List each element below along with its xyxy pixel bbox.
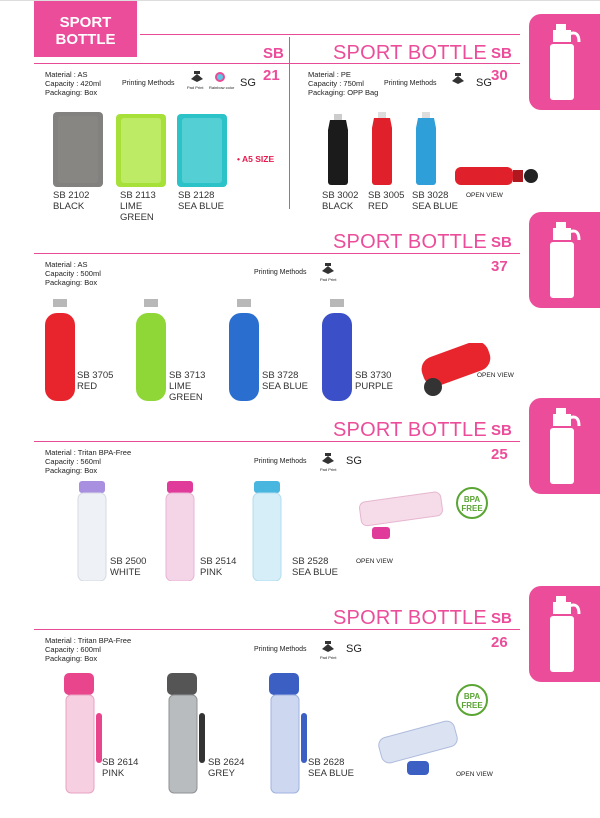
section-rule xyxy=(34,253,520,254)
section2-printing-methods: Printing Methods xyxy=(384,80,437,87)
section1-printing-methods: Printing Methods xyxy=(122,80,175,87)
product-image-sb2614 xyxy=(60,673,106,795)
product-label: SB 3005 RED xyxy=(368,190,405,212)
section4-open-view: OPEN VIEW xyxy=(356,558,393,565)
product-label: SB 2113 LIME GREEN xyxy=(120,190,156,223)
bottle-icon xyxy=(547,222,581,298)
product-image-sb3028 xyxy=(413,112,439,186)
section5-pad-print: Pad Print xyxy=(320,655,337,660)
product-label: SB 2514 PINK xyxy=(200,556,237,578)
product-label: SB 2528 SEA BLUE xyxy=(292,556,338,578)
pad-print-icon xyxy=(320,453,336,465)
product-image-sb3005 xyxy=(369,112,395,186)
category-tab-line1: SPORT xyxy=(59,14,112,31)
open-view-image xyxy=(455,164,539,188)
product-label: SB 2128 SEA BLUE xyxy=(178,190,224,212)
section4-printing-methods: Printing Methods xyxy=(254,458,307,465)
section5-title: SPORT BOTTLE xyxy=(333,607,487,629)
product-label: SB 2624 GREY xyxy=(208,757,245,779)
product-image-sb3002 xyxy=(325,114,351,186)
rainbow-icon xyxy=(214,71,226,83)
section5-open-view: OPEN VIEW xyxy=(456,771,493,778)
pad-print-icon xyxy=(189,71,205,83)
bottle-icon xyxy=(547,596,581,672)
section3-printing-methods: Printing Methods xyxy=(254,269,307,276)
section-rule xyxy=(34,441,520,442)
section5-spec: Material : Tritan BPA-Free Capacity : 600ml Packaging: Box xyxy=(45,636,132,663)
section1-code-prefix: SB xyxy=(263,45,284,62)
product-label: SB 3713 LIME GREEN xyxy=(169,370,206,403)
product-image-sb3713 xyxy=(134,299,168,403)
product-label: SB 2102 BLACK xyxy=(53,190,90,212)
bottle-icon xyxy=(547,408,581,484)
section1-spec: Material : AS Capacity : 420ml Packaging: Box xyxy=(45,70,101,97)
section1-sg: SG xyxy=(240,77,256,89)
section3-code-number: 37 xyxy=(491,258,508,275)
header-rule xyxy=(140,34,520,35)
product-image-sb2113 xyxy=(116,114,166,187)
product-label: SB 3002 BLACK xyxy=(322,190,359,212)
section2-open-view: OPEN VIEW xyxy=(466,192,503,199)
pad-print-icon xyxy=(450,73,466,85)
bottle-icon xyxy=(547,24,581,100)
section2-title: SPORT BOTTLE xyxy=(333,42,487,64)
product-label: SB 2628 SEA BLUE xyxy=(308,757,354,779)
section4-pad-print: Pad Print xyxy=(320,467,337,472)
section5-code-prefix: SB xyxy=(491,610,512,627)
product-image-sb2624 xyxy=(163,673,209,795)
section4-spec: Material : Tritan BPA-Free Capacity : 560ml Packaging: Box xyxy=(45,448,132,475)
open-view-image xyxy=(415,343,495,399)
category-tab xyxy=(34,1,137,57)
section5-code-number: 26 xyxy=(491,634,508,651)
pad-print-icon xyxy=(320,641,336,653)
product-label: SB 3028 SEA BLUE xyxy=(412,190,458,212)
product-image-sb2128 xyxy=(177,114,227,187)
pad-print-icon xyxy=(320,263,336,275)
column-divider xyxy=(289,37,290,209)
section2-sg: SG xyxy=(476,77,492,89)
product-label: SB 2614 PINK xyxy=(102,757,139,779)
product-image-sb2102 xyxy=(53,112,103,187)
product-image-sb3728 xyxy=(227,299,261,403)
section3-spec: Material : AS Capacity : 500ml Packaging: Box xyxy=(45,260,101,287)
section3-open-view: OPEN VIEW xyxy=(477,372,514,379)
side-tab-bottle xyxy=(529,212,600,308)
section4-title: SPORT BOTTLE xyxy=(333,419,487,441)
section1-rainbow: Rainbow color xyxy=(209,85,235,90)
product-label: SB 3730 PURPLE xyxy=(355,370,394,392)
bpa-free-badge: BPA FREE xyxy=(456,487,488,519)
section3-code-prefix: SB xyxy=(491,234,512,251)
section5-printing-methods: Printing Methods xyxy=(254,646,307,653)
section2-code-prefix: SB xyxy=(491,45,512,62)
product-image-sb2500 xyxy=(76,481,108,581)
section4-code-prefix: SB xyxy=(491,422,512,439)
section1-code-number: 21 xyxy=(263,67,280,84)
product-image-sb2628 xyxy=(265,673,311,795)
section3-pad-print: Pad Print xyxy=(320,277,337,282)
section1-a5-note: • A5 SIZE xyxy=(237,154,275,164)
section5-sg: SG xyxy=(346,643,362,655)
product-image-sb2514 xyxy=(164,481,196,581)
section3-title: SPORT BOTTLE xyxy=(333,231,487,253)
open-view-image xyxy=(350,491,446,547)
side-tab-bottle xyxy=(529,586,600,682)
product-image-sb3730 xyxy=(320,299,354,403)
product-label: SB 3728 SEA BLUE xyxy=(262,370,308,392)
bpa-free-badge: BPA FREE xyxy=(456,684,488,716)
product-image-sb3705 xyxy=(43,299,77,403)
section4-sg: SG xyxy=(346,455,362,467)
open-view-image xyxy=(373,719,463,783)
section2-spec: Material : PE Capacity : 750ml Packaging: OPP Bag xyxy=(308,70,379,97)
section2-code-number: 30 xyxy=(491,67,508,84)
section4-code-number: 25 xyxy=(491,446,508,463)
category-tab-line2: BOTTLE xyxy=(55,31,116,48)
side-tab-bottle xyxy=(529,398,600,494)
product-label: SB 3705 RED xyxy=(77,370,114,392)
product-image-sb2528 xyxy=(251,481,283,581)
product-label: SB 2500 WHITE xyxy=(110,556,147,578)
section-rule xyxy=(34,629,520,630)
side-tab-bottle xyxy=(529,14,600,110)
section1-pad-print: Pad Print xyxy=(187,85,204,90)
